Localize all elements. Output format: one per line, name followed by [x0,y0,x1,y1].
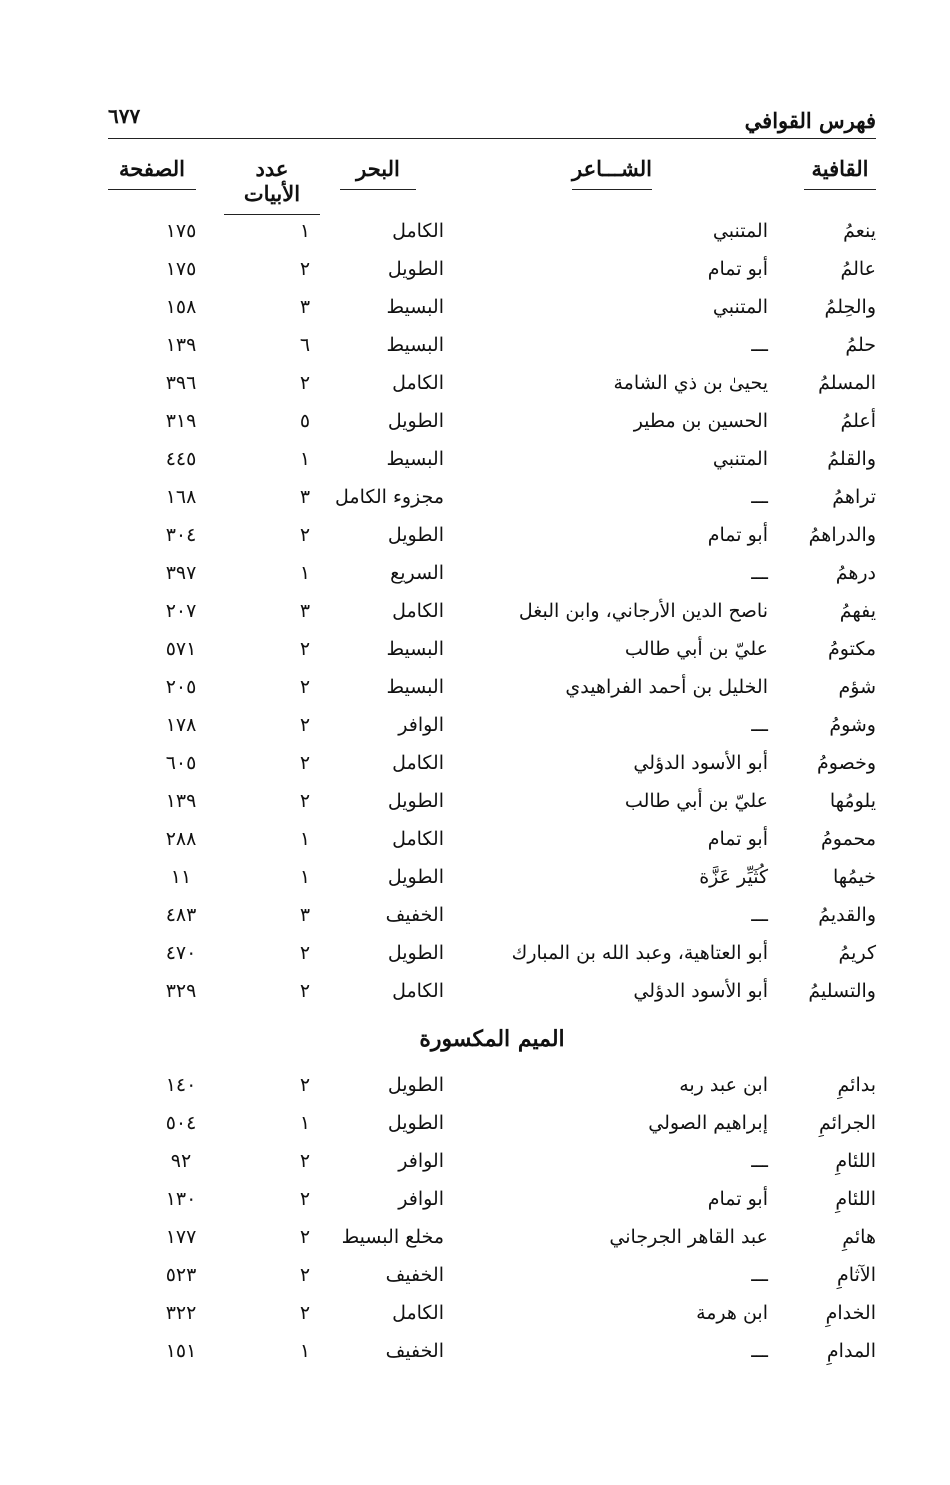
poet-cell: ابن هرمة [696,1302,768,1324]
table-row [108,710,876,748]
verses-count-cell: ٣ [299,600,311,622]
table-row [108,1336,876,1374]
rhyme-cell: يفهمُ [839,600,876,622]
rhyme-cell: والقديمُ [818,904,876,926]
page-number-cell: ٦٠٥ [165,752,197,774]
table-row [108,634,876,672]
table-row [108,672,876,710]
verses-count-cell: ٢ [299,1188,311,1210]
verses-count-cell: ٢ [299,1302,311,1324]
table-row [108,368,876,406]
verses-count-cell: ٢ [299,1226,311,1248]
verses-count-cell: ١ [299,562,311,584]
meter-cell: الطويل [387,942,444,964]
poet-cell: ـــ [751,1264,768,1286]
verses-count-cell: ٢ [299,942,311,964]
page-number-cell: ١٧٥ [165,220,197,242]
verses-count-cell: ٣ [299,904,311,926]
table-row [108,254,876,292]
rhyme-cell: ينعمُ [843,220,876,242]
table-row [108,406,876,444]
meter-cell: الكامل [392,980,444,1002]
verses-count-cell: ٣ [299,296,311,318]
meter-cell: البسيط [386,676,444,698]
poet-cell: ـــ [751,1150,768,1172]
page-number-cell: ٣٢٢ [165,1302,197,1324]
page-number-cell: ١٧٥ [165,258,197,280]
poet-cell: الخليل بن أحمد الفراهيدي [565,676,768,698]
table-row [108,1184,876,1222]
meter-cell: الطويل [387,866,444,888]
verses-count-cell: ٥ [299,410,311,432]
rhyme-cell: يلومُها [829,790,876,812]
rhyme-cell: عالمُ [840,258,876,280]
table-row [108,596,876,634]
verses-count-cell: ٢ [299,372,311,394]
meter-cell: البسيط [386,334,444,356]
rhyme-cell: المدامِ [826,1340,876,1362]
page-number-cell: ٤٤٥ [165,448,197,470]
column-header-page: الصفحة [108,156,196,190]
rhyme-cell: والقلمُ [827,448,876,470]
meter-cell: مخلع البسيط [341,1226,444,1248]
table-row [108,824,876,862]
meter-cell: الكامل [392,600,444,622]
page-number-cell: ٩٢ [170,1150,192,1172]
meter-cell: الوافر [398,1188,444,1210]
rhyme-cell: وخصومُ [817,752,876,774]
table-row [108,976,876,1014]
rhyme-cell: كريمُ [838,942,876,964]
page-number-cell: ٥٧١ [165,638,197,660]
verses-count-cell: ١ [299,1340,311,1362]
page-number-cell: ٥٠٤ [165,1112,197,1134]
verses-count-cell: ٢ [299,980,311,1002]
meter-cell: الطويل [387,1112,444,1134]
table-row [108,292,876,330]
table-row [108,330,876,368]
poet-cell: ـــ [751,562,768,584]
table-row [108,748,876,786]
meter-cell: الخفيف [385,1340,444,1362]
column-header-rhyme: القافية [804,156,876,190]
rhyme-cell: المسلمُ [818,372,876,394]
rhyme-cell: الآثامِ [837,1264,876,1286]
verses-count-cell: ٢ [299,676,311,698]
verses-count-cell: ١ [299,1112,311,1134]
verses-count-cell: ٢ [299,714,311,736]
verses-count-cell: ١ [299,866,311,888]
rhyme-cell: خيمُها [832,866,876,888]
poet-cell: عليّ بن أبي طالب [624,790,768,812]
page-number-cell: ١٧٨ [165,714,197,736]
column-header-poet: الشـــاعر [572,156,652,190]
page-number-cell: ١٣٩ [165,790,197,812]
rhyme-cell: هائمِ [842,1226,876,1248]
rhyme-cell: والدراهمُ [808,524,876,546]
column-header-meter: البحر [340,156,416,190]
page-number-cell: ٤٧٠ [165,942,197,964]
rhyme-cell: الجرائمِ [818,1112,876,1134]
page-number-cell: ١٥١ [165,1340,197,1362]
table-row [108,558,876,596]
page-number-cell: ١٧٧ [165,1226,197,1248]
page-number-cell: ١٤٠ [165,1074,197,1096]
poet-cell: ـــ [751,714,768,736]
page-number-cell: ١٣٠ [165,1188,197,1210]
meter-cell: الكامل [392,372,444,394]
poet-cell: أبو تمام [707,1188,768,1210]
poet-cell: ـــ [751,1340,768,1362]
table-row [108,938,876,976]
verses-count-cell: ٢ [299,790,311,812]
meter-cell: السريع [390,562,444,584]
rhyme-cell: الخدامِ [825,1302,876,1324]
table-row [108,1260,876,1298]
meter-cell: الكامل [392,1302,444,1324]
index-table-section-1 [108,216,876,1014]
rhyme-cell: محمومُ [820,828,876,850]
meter-cell: الطويل [387,410,444,432]
poet-cell: أبو العتاهية، وعبد الله بن المبارك [511,942,768,964]
poet-cell: عبد القاهر الجرجاني [609,1226,768,1248]
meter-cell: الكامل [392,752,444,774]
verses-count-cell: ٢ [299,1150,311,1172]
poet-cell: المتنبي [712,448,768,470]
page-number-cell: ٥٢٣ [165,1264,197,1286]
verses-count-cell: ٣ [299,486,311,508]
meter-cell: مجزوء الكامل [335,486,444,508]
meter-cell: الطويل [387,258,444,280]
poet-cell: ـــ [751,486,768,508]
poet-cell: الحسين بن مطير [633,410,768,432]
poet-cell: عليّ بن أبي طالب [624,638,768,660]
rhyme-cell: اللئامِ [835,1150,876,1172]
page-number-cell: ٢٠٧ [165,600,197,622]
page-number-cell: ١٣٩ [165,334,197,356]
page-number-cell: ١٦٨ [165,486,197,508]
verses-count-cell: ١ [299,220,311,242]
rhyme-cell: اللئامِ [835,1188,876,1210]
page-number-cell: ١٥٨ [165,296,197,318]
rhyme-cell: أعلمُ [840,410,876,432]
page-number-cell: ١١ [170,866,192,888]
table-row [108,862,876,900]
meter-cell: الخفيف [385,1264,444,1286]
page-number-cell: ٣١٩ [165,410,197,432]
poet-cell: ـــ [751,904,768,926]
poet-cell: المتنبي [712,296,768,318]
poet-cell: إبراهيم الصولي [648,1112,768,1134]
poet-cell: أبو تمام [707,524,768,546]
page-number-cell: ٣٩٧ [165,562,197,584]
running-title: فهرس القوافي [744,108,876,133]
meter-cell: الطويل [387,790,444,812]
poet-cell: ـــ [751,334,768,356]
poet-cell: أبو الأسود الدؤلي [633,752,768,774]
page-number-cell: ٢٠٥ [165,676,197,698]
rhyme-cell: والتسليمُ [808,980,876,1002]
meter-cell: الوافر [398,1150,444,1172]
page-number-cell: ٣٠٤ [165,524,197,546]
table-row [108,1298,876,1336]
page-number-cell: ٢٨٨ [165,828,197,850]
table-row [108,520,876,558]
page-number: ٦٧٧ [108,104,141,128]
rhyme-cell: شؤم [838,676,876,698]
meter-cell: الطويل [387,524,444,546]
poet-cell: يحيىٰ بن ذي الشامة [613,372,768,394]
poet-cell: أبو تمام [707,258,768,280]
table-row [108,482,876,520]
poet-cell: أبو الأسود الدؤلي [633,980,768,1002]
table-row [108,786,876,824]
page-number-cell: ٤٨٣ [165,904,197,926]
rhyme-cell: حلمُ [845,334,876,356]
verses-count-cell: ٢ [299,752,311,774]
page-number-cell: ٣٩٦ [165,372,197,394]
rhyme-cell: تراهمُ [832,486,876,508]
table-row [108,216,876,254]
verses-count-cell: ٢ [299,1264,311,1286]
meter-cell: البسيط [386,448,444,470]
meter-cell: الكامل [392,828,444,850]
rhyme-cell: درهمُ [835,562,876,584]
rhyme-cell: بدائمِ [837,1074,876,1096]
table-row [108,1108,876,1146]
page-header [108,102,876,139]
meter-cell: الوافر [398,714,444,736]
rhyme-cell: مكتومُ [828,638,876,660]
poet-cell: كُثَيِّر عَزَّة [699,866,768,888]
index-table-section-2 [108,1070,876,1374]
page-number-cell: ٣٢٩ [165,980,197,1002]
verses-count-cell: ١ [299,828,311,850]
column-headers [108,156,876,206]
poet-cell: المتنبي [712,220,768,242]
meter-cell: البسيط [386,638,444,660]
verses-count-cell: ٢ [299,258,311,280]
column-header-verses-count: عدد الأبيات [224,156,320,215]
table-row [108,444,876,482]
meter-cell: الطويل [387,1074,444,1096]
verses-count-cell: ٢ [299,638,311,660]
table-row [108,1146,876,1184]
table-row [108,1070,876,1108]
table-row [108,900,876,938]
meter-cell: البسيط [386,296,444,318]
verses-count-cell: ١ [299,448,311,470]
meter-cell: الكامل [392,220,444,242]
section-heading: الميم المكسورة [419,1026,565,1052]
poet-cell: ابن عبد ربه [679,1074,768,1096]
meter-cell: الخفيف [385,904,444,926]
rhyme-cell: وشومُ [829,714,876,736]
poet-cell: ناصح الدين الأرجاني، وابن البغل [518,600,768,622]
table-row [108,1222,876,1260]
verses-count-cell: ٦ [299,334,311,356]
poet-cell: أبو تمام [707,828,768,850]
verses-count-cell: ٢ [299,1074,311,1096]
verses-count-cell: ٢ [299,524,311,546]
rhyme-cell: والحِلمُ [824,296,876,318]
